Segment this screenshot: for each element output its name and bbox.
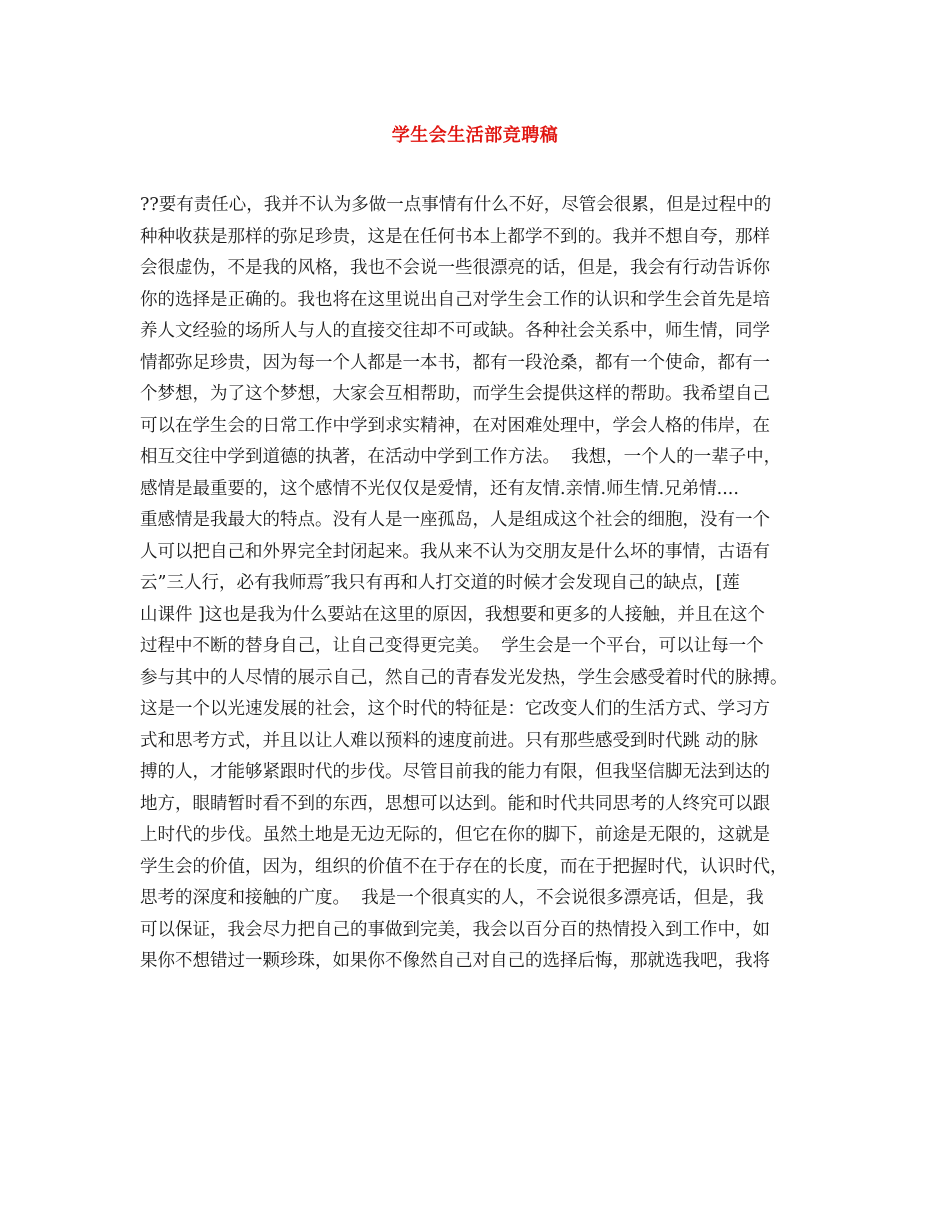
body-line: 感情是最重要的，这个感情不光仅仅是爱情，还有友情.亲情.师生情.兄弟情.... xyxy=(140,478,739,499)
body-line: 云”三人行，必有我师焉″我只有再和人打交道的时候才会发现自己的缺点，[莲 xyxy=(140,573,740,593)
body-line: 可以在学生会的日常工作中学到求实精神，在对困难处理中，学会人格的伟岸，在 xyxy=(140,415,770,436)
body-line: 搏的人，才能够紧跟时代的步伐。尽管目前我的能力有限，但我坚信脚无法到达的 xyxy=(140,762,770,782)
body-line: 果你不想错过一颗珍珠，如果你不像然自己对自己的选择后悔，那就选我吧，我将 xyxy=(140,951,770,971)
body-line: 地方，眼睛暂时看不到的东西，思想可以达到。能和时代共同思考的人终究可以跟 xyxy=(140,793,770,814)
document-body xyxy=(140,190,820,978)
document-title: 学生会生活部竞聘稿 xyxy=(391,125,559,146)
body-line: 种种收获是那样的弥足珍贵，这是在任何书本上都学不到的。我并不想自夸，那样 xyxy=(140,226,770,247)
body-line: 参与其中的人尽情的展示自己，然自己的青春发光发热，学生会感受着时代的脉搏。 xyxy=(140,667,788,688)
body-line: 可以保证，我会尽力把自己的事做到完美，我会以百分百的热情投入到工作中，如 xyxy=(140,919,770,940)
body-line: 式和思考方式，并且以让人难以预料的速度前进。只有那些感受到时代跳 动的脉 xyxy=(140,730,759,751)
body-line: 学生会的价值，因为，组织的价值不在于存在的长度，而在于把握时代，认识时代， xyxy=(140,856,788,877)
body-line: 上时代的步伐。虽然土地是无边无际的，但它在你的脚下，前途是无限的，这就是 xyxy=(140,825,770,845)
body-line: 相互交往中学到道德的执著，在活动中学到工作方法。 我想，一个人的一辈子中， xyxy=(140,447,782,467)
body-line: 这是一个以光速发展的社会，这个时代的特征是：它改变人们的生活方式、学习方 xyxy=(140,699,770,719)
body-line: 会很虚伪，不是我的风格，我也不会说一些很漂亮的话，但是，我会有行动告诉你 xyxy=(140,258,770,278)
body-line: 重感情是我最大的特点。没有人是一座孤岛，人是组成这个社会的细胞，没有一个 xyxy=(140,510,770,530)
body-line: ??要有责任心，我并不认为多做一点事情有什么不好，尽管会很累，但是过程中的 xyxy=(140,195,772,215)
body-line: 养人文经验的场所人与人的直接交往却不可或缺。各种社会关系中，师生情，同学 xyxy=(140,321,770,341)
body-line: 过程中不断的替身自己，让自己变得更完美。 学生会是一个平台，可以让每一个 xyxy=(140,636,764,656)
body-line: 你的选择是正确的。我也将在这里说出自己对学生会工作的认识和学生会首先是培 xyxy=(140,289,770,310)
body-line: 人可以把自己和外界完全封闭起来。我从来不认为交朋友是什么坏的事情，古语有 xyxy=(140,541,770,562)
body-line: 山课件 ]这也是我为什么要站在这里的原因，我想要和更多的人接触，并且在这个 xyxy=(140,604,765,625)
body-line: 个梦想，为了这个梦想，大家会互相帮助，而学生会提供这样的帮助。我希望自己 xyxy=(140,384,770,404)
body-line: 思考的深度和接触的广度。 我是一个很真实的人，不会说很多漂亮话，但是，我 xyxy=(140,888,764,908)
body-line: 情都弥足珍贵，因为每一个人都是一本书，都有一段沧桑，都有一个使命，都有一 xyxy=(140,352,770,373)
